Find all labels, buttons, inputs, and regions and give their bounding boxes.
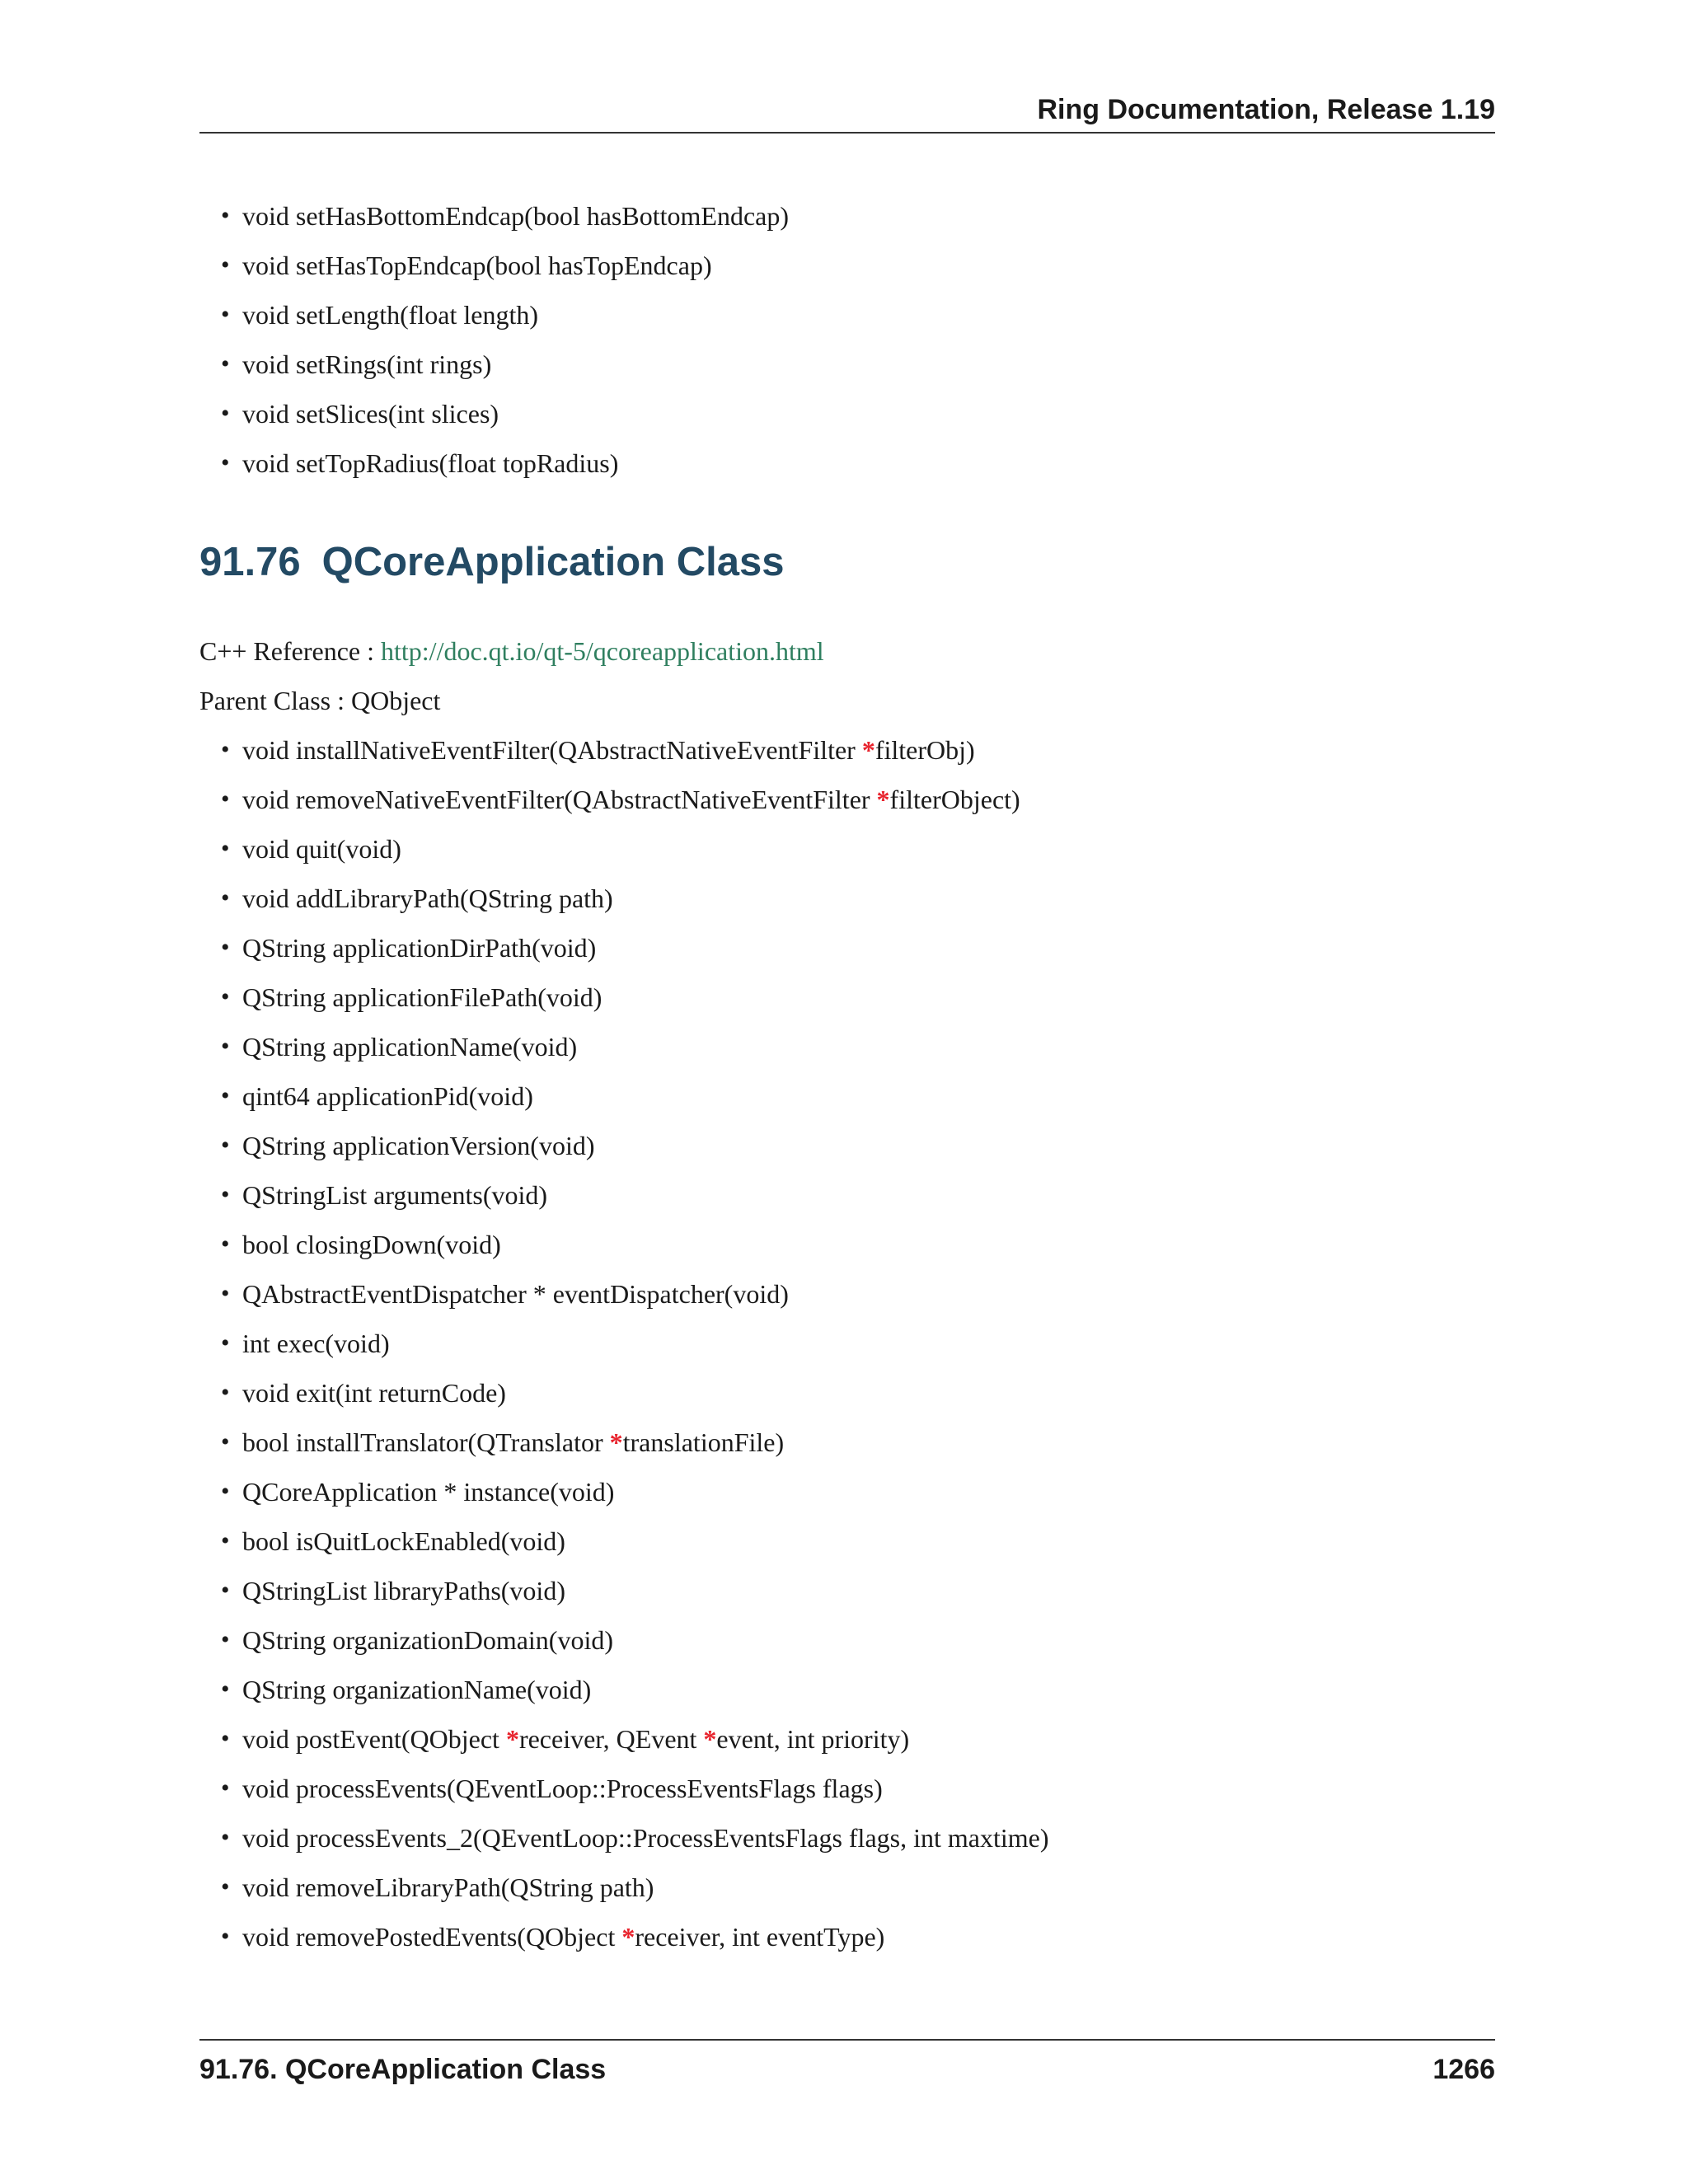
- method-text: QStringList libraryPaths(void): [242, 1576, 565, 1605]
- footer-section: 91.76. QCoreApplication Class: [199, 2054, 607, 2085]
- method-text: QString applicationFilePath(void): [242, 982, 603, 1012]
- method-text: QString organizationName(void): [242, 1675, 592, 1704]
- section-number: 91.76: [199, 540, 301, 584]
- method-text: void removeLibraryPath(QString path): [242, 1872, 654, 1902]
- method-item: [242, 1615, 1049, 1665]
- method-text: bool installTranslator(QTranslator: [242, 1427, 610, 1457]
- list-item: • void setRings(int rings): [242, 340, 789, 389]
- method-item: [242, 1467, 1049, 1516]
- method-text: void processEvents(QEventLoop::ProcessEventsFlags flags): [242, 1774, 883, 1803]
- method-item: [242, 1863, 1049, 1912]
- method-text: QCoreApplication * instance(void): [242, 1477, 615, 1507]
- page-footer: [199, 2039, 1495, 2085]
- method-text: QString applicationDirPath(void): [242, 933, 597, 963]
- cpp-reference: [199, 626, 824, 676]
- method-text: QAbstractEventDispatcher * eventDispatcher(void): [242, 1279, 789, 1309]
- method-item: [242, 1813, 1049, 1863]
- method-text: receiver, QEvent: [518, 1724, 704, 1754]
- method-text: void quit(void): [242, 834, 401, 864]
- method-text: void postEvent(QObject: [242, 1724, 506, 1754]
- document-title: Ring Documentation, Release 1.19: [1037, 94, 1495, 125]
- method-text: bool isQuitLockEnabled(void): [242, 1526, 565, 1556]
- pointer-star: *: [861, 735, 875, 765]
- method-list: [242, 725, 1049, 1961]
- method-item: [242, 972, 1049, 1022]
- reference-link[interactable]: http://doc.qt.io/qt-5/qcoreapplication.html: [381, 636, 824, 666]
- method-text: filterObject): [889, 785, 1020, 814]
- page-header: [199, 92, 1495, 134]
- method-item: [242, 1516, 1049, 1566]
- method-text: void exit(int returnCode): [242, 1378, 506, 1408]
- method-list-previous: [242, 191, 789, 488]
- pointer-star: *: [703, 1724, 717, 1754]
- list-item: • void setSlices(int slices): [242, 389, 789, 438]
- method-text: QString applicationVersion(void): [242, 1131, 595, 1160]
- method-text: qint64 applicationPid(void): [242, 1081, 533, 1111]
- method-item: [242, 1121, 1049, 1170]
- method-item: [242, 1220, 1049, 1269]
- method-item: [242, 1912, 1049, 1961]
- method-item: [242, 1418, 1049, 1467]
- method-item: [242, 1170, 1049, 1220]
- pointer-star: *: [621, 1922, 635, 1952]
- method-item: [242, 1714, 1049, 1764]
- method-item: [242, 1368, 1049, 1418]
- method-text: int exec(void): [242, 1329, 390, 1358]
- method-text: void removePostedEvents(QObject: [242, 1922, 622, 1952]
- method-item: [242, 1319, 1049, 1368]
- section-heading: [199, 539, 785, 585]
- method-item: [242, 874, 1049, 923]
- reference-label: C++ Reference :: [199, 636, 374, 666]
- method-text: bool closingDown(void): [242, 1230, 501, 1259]
- method-text: event, int priority): [716, 1724, 910, 1754]
- method-item: [242, 1665, 1049, 1714]
- method-text: void installNativeEventFilter(QAbstractNativeEventFilter: [242, 735, 862, 765]
- method-item: [242, 1071, 1049, 1121]
- method-item: [242, 725, 1049, 775]
- method-text: filterObj): [874, 735, 975, 765]
- list-item: • void setHasBottomEndcap(bool hasBottomEndcap): [242, 191, 789, 241]
- method-item: [242, 775, 1049, 824]
- method-item: [242, 1022, 1049, 1071]
- list-item: • void setTopRadius(float topRadius): [242, 438, 789, 488]
- method-text: void removeNativeEventFilter(QAbstractNativeEventFilter: [242, 785, 877, 814]
- method-text: QString organizationDomain(void): [242, 1625, 613, 1655]
- method-text: receiver, int eventType): [635, 1922, 885, 1952]
- parent-class: Parent Class : QObject: [199, 686, 441, 715]
- pointer-star: *: [876, 785, 890, 814]
- method-item: [242, 1764, 1049, 1813]
- method-text: void processEvents_2(QEventLoop::ProcessEventsFlags flags, int maxtime): [242, 1823, 1049, 1853]
- method-item: [242, 1566, 1049, 1615]
- list-item: • void setLength(float length): [242, 290, 789, 340]
- page-number: 1266: [1432, 2054, 1495, 2085]
- pointer-star: *: [505, 1724, 519, 1754]
- method-item: [242, 923, 1049, 972]
- method-text: QString applicationName(void): [242, 1032, 578, 1062]
- method-text: translationFile): [622, 1427, 785, 1457]
- method-item: [242, 1269, 1049, 1319]
- section-title: QCoreApplication Class: [321, 540, 785, 584]
- pointer-star: *: [609, 1427, 623, 1457]
- method-text: QStringList arguments(void): [242, 1180, 548, 1210]
- method-text: void addLibraryPath(QString path): [242, 883, 613, 913]
- method-item: [242, 824, 1049, 874]
- list-item: • void setHasTopEndcap(bool hasTopEndcap): [242, 241, 789, 290]
